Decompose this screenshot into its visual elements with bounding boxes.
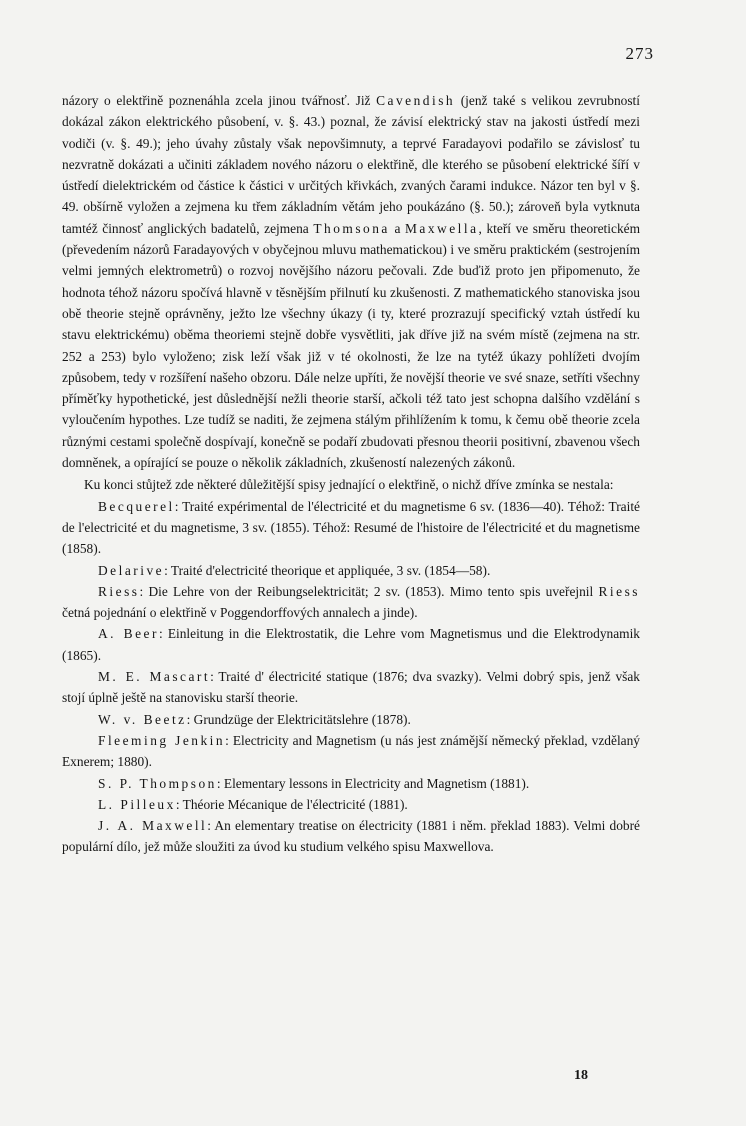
main-paragraph	[62, 90, 640, 473]
bibliography-entry	[62, 666, 640, 709]
bib-text: četná pojednání o elektřině v Poggendorffových annalech a jinde).	[62, 605, 418, 621]
bib-author: Becquerel	[98, 498, 175, 514]
bibliography-entry	[62, 815, 640, 858]
bib-text: : An elementary treatise on électricity (1881 i něm. překlad 1883). Velmi dobré populární dílo, jež může sloužiti za úvod ku studium velkého spisu Maxwellova.	[62, 818, 640, 855]
bib-author: Fleeming Jenkin	[98, 732, 226, 748]
text-run: názory o elektřině poznenáhla zcela jinou tvářnosť. Již	[62, 93, 377, 108]
text-run: (jenž také s velikou zevrubností dokázal zákon elektrického působení, v. §. 43.) poznal, že závisí elektrický stav na jakosti ústředí mezi vodiči (v. §. 49.); jeho úvahy zůstaly však nepovšimnuty, a teprvé Faradayovi podařilo se závislosť tu nezvratně dokázati a učiniti základem nového názoru o elektřině, dle kterého se působení elektrické šíří v ústředí dielektrickém od částice k částici v určitých křivkách, zvaných čarami indukce. Názor ten byl v §. 49. obšírně vyložen a zejmena ku třem základním větám jeho poukázáno (§. 50.); zároveň byla vytknuta tamtéž činnosť anglických badatelů, zejmena	[62, 93, 640, 236]
bib-text: : Grundzüge der Elektricitätslehre (1878).	[186, 711, 411, 727]
text-run: , kteří ve směru theoretickém (převedením názorů Faradayových v obyčejnou mluvu mathematickou) i ve směru praktickém (sestrojením velmi jemných elektrometrů) o rozvoj novějšího názoru pečovali. Zde buďiž proto jen připomenuto, že hodnota téhož názoru spočívá hlavně v těsnějším přilnutí ku zkušenosti. Z mathematického stanoviska jsou obě theorie stejně oprávněny, ježto lze všechny úkazy (i ty, které prozrazují specifický vztah ústředí ku stavu elektrickému) oběma theoriemi stejně dobře vysvětliti, jak dříve již na svém místě (zejmena na str. 252 a 253) bylo vyloženo; zisk leží však již v té okolnosti, že lze na tytéž úkazy pohlížeti dvojím způsobem, tedy v rozšíření našeho obzoru. Dále nelze upříti, že novější theorie ve své snaze, setříti všechny příměťky hypothetické, jest důslednější nežli theorie starší, ačkoli též tato jest schopna dalšího vzdělání s vyloučením hypothes. Lze tudíž se naditi, že zejmena stálým přihlížením k tomu, k čemu obě theorie zcela různými cestami společně dospívají, konečně se podaří zbudovati přesnou theorii positivní, zbavenou všech domněnek, a opírající se pouze o několik základních, zkušeností nalezených zákonů.	[62, 220, 640, 471]
bibliography-entry	[62, 581, 640, 624]
bib-author: A. Beer	[98, 626, 159, 642]
bib-author: L. Pilleux	[98, 796, 176, 812]
bib-text: : Traité d'electricité theorique et appliquée, 3 sv. (1854—58).	[164, 562, 491, 578]
bib-text: : Traité expérimental de l'électricité et du magnetisme 6 sv. (1836—40). Téhož: Traité de l'electricité et du magnetisme, 3 sv. (1855). Téhož: Resumé de l'histoire de l'électricité et du magnetisme (1858).	[62, 498, 640, 557]
page-number: 273	[625, 44, 654, 63]
bib-author: J. A. Maxwell	[98, 818, 208, 834]
bib-author: S. P. Thompson	[98, 775, 217, 791]
bib-text: : Traité d' électricité statique (1876; dva svazky). Velmi dobrý spis, jenž však stojí úplně ještě na stanovisku starší theorie.	[62, 669, 640, 706]
bibliography-entry	[62, 709, 640, 730]
bibliography-entry	[62, 773, 640, 794]
bibliography-entry	[62, 623, 640, 666]
bib-author: Riess	[98, 583, 140, 599]
page-text	[62, 90, 640, 858]
bib-author: Riess	[598, 583, 640, 599]
text-run: a	[389, 220, 405, 236]
bib-author: M. E. Mascart	[98, 669, 211, 685]
spaced-name: Thomsona	[313, 220, 390, 236]
bibliography-entry	[62, 560, 640, 581]
signature-mark: 18	[574, 1068, 588, 1083]
bib-text: : Théorie Mécanique de l'électricité (1881).	[175, 796, 408, 812]
spaced-name: Maxwella	[404, 220, 479, 236]
bib-author: W. v. Beetz	[98, 711, 187, 727]
bibliography-entry	[62, 496, 640, 560]
bib-text: : Einleitung in die Elektrostatik, die Lehre vom Magnetismus und die Elektrodynamik (1865).	[62, 626, 640, 663]
spaced-name: Cavendish	[376, 93, 456, 108]
bibliography-entry	[62, 794, 640, 815]
bib-text: : Electricity and Magnetism (u nás jest známější německý překlad, vzdělaný Exnerem; 1880).	[62, 732, 641, 770]
bib-author: Delarive	[98, 562, 165, 578]
intro-paragraph: Ku konci stůjtež zde některé důležitější spisy jednající o elektřině, o nichž dříve zmínka se nestala:	[84, 477, 614, 493]
bib-text: : Elementary lessons in Electricity and Magnetism (1881).	[216, 775, 530, 791]
bib-text: : Die Lehre von der Reibungselektricität; 2 sv. (1853). Mimo tento spis uveřejnil	[139, 583, 599, 599]
bibliography-entry	[62, 730, 640, 773]
